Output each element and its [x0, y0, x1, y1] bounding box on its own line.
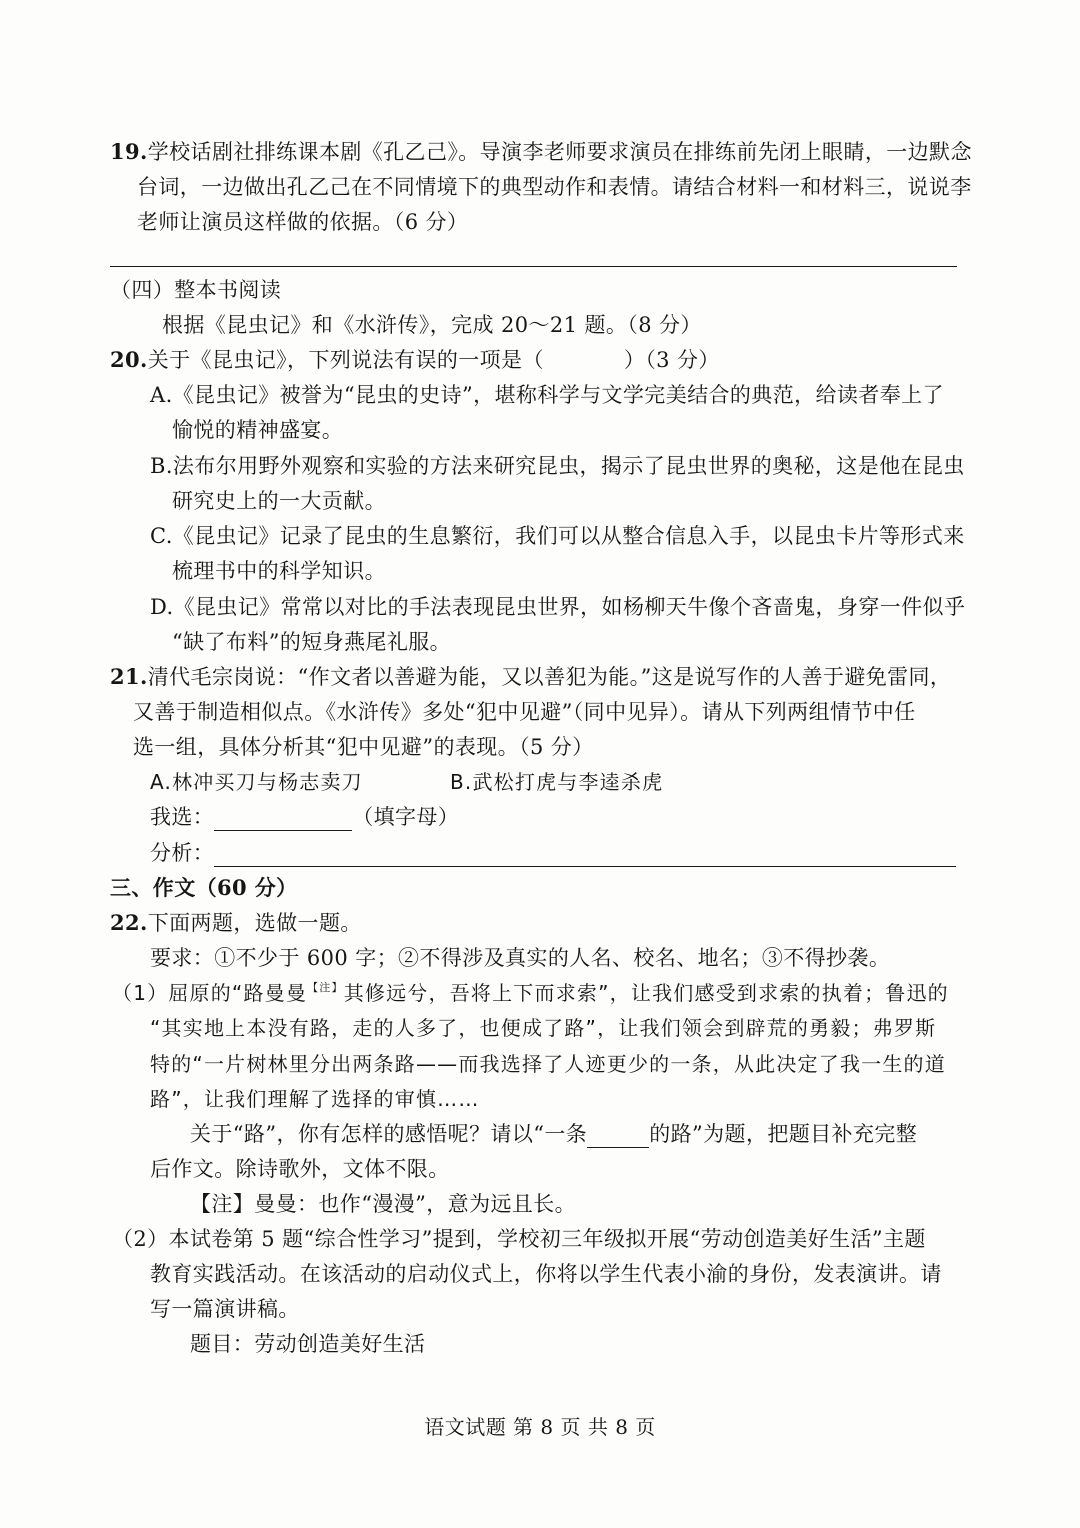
q21-text-1: 清代毛宗岗说：“作文者以善避为能，又以善犯为能。”这是说写作的人善于避免雷同， — [147, 665, 952, 689]
q20-stem — [110, 345, 720, 375]
q22-instruction-b: 的路”为题，把题目补充完整 — [649, 1122, 918, 1146]
q19-text-1: 学校话剧社排练课本剧《孔乙己》。导演李老师要求演员在排练前先闭上眼睛，一边默念 — [147, 140, 972, 164]
section4-heading: （四）整本书阅读 — [110, 278, 282, 302]
q22-prompt1-line-3: 特的“一片树林里分出两条路——而我选择了人迹更少的一条，从此决定了我一生的道 — [150, 1052, 946, 1076]
q22-number: 22. — [110, 910, 148, 935]
q21-line-2: 又善于制造相似点。《水浒传》多处“犯中见避”（同中见异）。请从下列两组情节中任 — [133, 700, 916, 724]
q20-number: 20. — [110, 347, 148, 372]
q19-line-1 — [110, 137, 972, 167]
q22-prompt1-instruction — [190, 1119, 917, 1149]
q22-prompt2-line-2: 教育实践活动。在该活动的启动仪式上，你将以学生代表小渝的身份，发表演讲。请 — [150, 1262, 942, 1286]
q19-answer-line[interactable] — [110, 266, 957, 267]
q20-option-d: D.《昆虫记》常常以对比的手法表现昆虫世界，如杨柳天牛像个吝啬鬼，身穿一件似乎 — [150, 595, 966, 619]
q21-choose-label: 我选： — [150, 805, 215, 829]
q22-note-mark: 【注】 — [307, 981, 344, 994]
q19-line-3: 老师让演员这样做的依据。（6 分） — [137, 210, 469, 234]
q22-stem — [110, 908, 362, 938]
q21-number: 21. — [110, 664, 148, 689]
q22-prompt2-line-3: 写一篇演讲稿。 — [150, 1297, 300, 1321]
q20-option-a-cont: 愉悦的精神盛宴。 — [172, 418, 344, 442]
q20-option-b-cont: 研究史上的一大贡献。 — [172, 489, 386, 513]
q22-prompt1-text-1a: （1）屈原的“路曼曼 — [112, 981, 308, 1005]
q21-line-1 — [110, 662, 951, 692]
q20-option-c-cont: 梳理书中的科学知识。 — [172, 559, 386, 583]
q20-stem-b: ）（3 分） — [623, 348, 720, 372]
q21-analysis-label: 分析： — [150, 841, 215, 865]
q22-instruction-a: 关于“路”，你有怎样的感悟呢？请以“一条 — [190, 1122, 588, 1146]
q21-analysis-input[interactable] — [214, 844, 956, 867]
q21-option-b: B.武松打虎与李逵杀虎 — [450, 770, 664, 794]
page-footer: 语文试题 第 8 页 共 8 页 — [424, 1415, 656, 1439]
q22-prompt1-line-4: 路”，让我们理解了选择的审慎…… — [150, 1087, 480, 1111]
q20-option-c: C.《昆虫记》记录了昆虫的生息繁衍，我们可以从整合信息入手，以昆虫卡片等形式来 — [150, 524, 965, 548]
q22-prompt2-title: 题目：劳动创造美好生活 — [190, 1332, 426, 1356]
q19-number: 19. — [110, 139, 148, 164]
q22-prompt1-line-1 — [112, 978, 949, 1008]
q22-stem-text: 下面两题，选做一题。 — [147, 911, 362, 935]
section4-intro: 根据《昆虫记》和《水浒传》，完成 20～21 题。（8 分） — [162, 313, 702, 337]
q22-prompt1-line-2: “其实地上本没有路，走的人多了，也便成了路”，让我们领会到辟荒的勇毅；弗罗斯 — [150, 1016, 937, 1040]
q22-prompt1-text-1b: 其修远兮，吾将上下而求索”，让我们感受到求索的执着；鲁迅的 — [343, 981, 949, 1005]
q21-choose-hint: （填字母） — [352, 805, 460, 829]
q21-option-a: A.林冲买刀与杨志卖刀 — [150, 770, 363, 794]
q21-choose-input[interactable] — [214, 808, 352, 831]
q20-stem-a: 关于《昆虫记》，下列说法有误的一项是（ — [147, 348, 544, 372]
section3-heading: 三、作文（60 分） — [110, 875, 298, 900]
q22-prompt2-line-1: （2）本试卷第 5 题“综合性学习”提到，学校初三年级拟开展“劳动创造美好生活”主题 — [112, 1227, 926, 1251]
q22-requirements: 要求：①不少于 600 字；②不得涉及真实的人名、校名、地名；③不得抄袭。 — [150, 946, 891, 970]
q22-prompt1-instruction-2: 后作文。除诗歌外，文体不限。 — [150, 1157, 450, 1181]
q21-analysis-row — [150, 838, 956, 868]
q21-choose-row — [150, 802, 459, 832]
q22-note: 【注】曼曼：也作“漫漫”，意为远且长。 — [190, 1192, 577, 1216]
q20-option-d-cont: “缺了布料”的短身燕尾礼服。 — [172, 630, 452, 654]
q20-option-a: A.《昆虫记》被誉为“昆虫的史诗”，堪称科学与文学完美结合的典范，给读者奉上了 — [150, 383, 944, 407]
q22-title-blank[interactable] — [587, 1125, 649, 1148]
q21-line-3: 选一组，具体分析其“犯中见避”的表现。（5 分） — [133, 735, 594, 759]
q19-line-2: 台词，一边做出孔乙己在不同情境下的典型动作和表情。请结合材料一和材料三，说说李 — [137, 175, 972, 199]
q20-option-b: B.法布尔用野外观察和实验的方法来研究昆虫，揭示了昆虫世界的奥秘，这是他在昆虫 — [150, 454, 965, 478]
